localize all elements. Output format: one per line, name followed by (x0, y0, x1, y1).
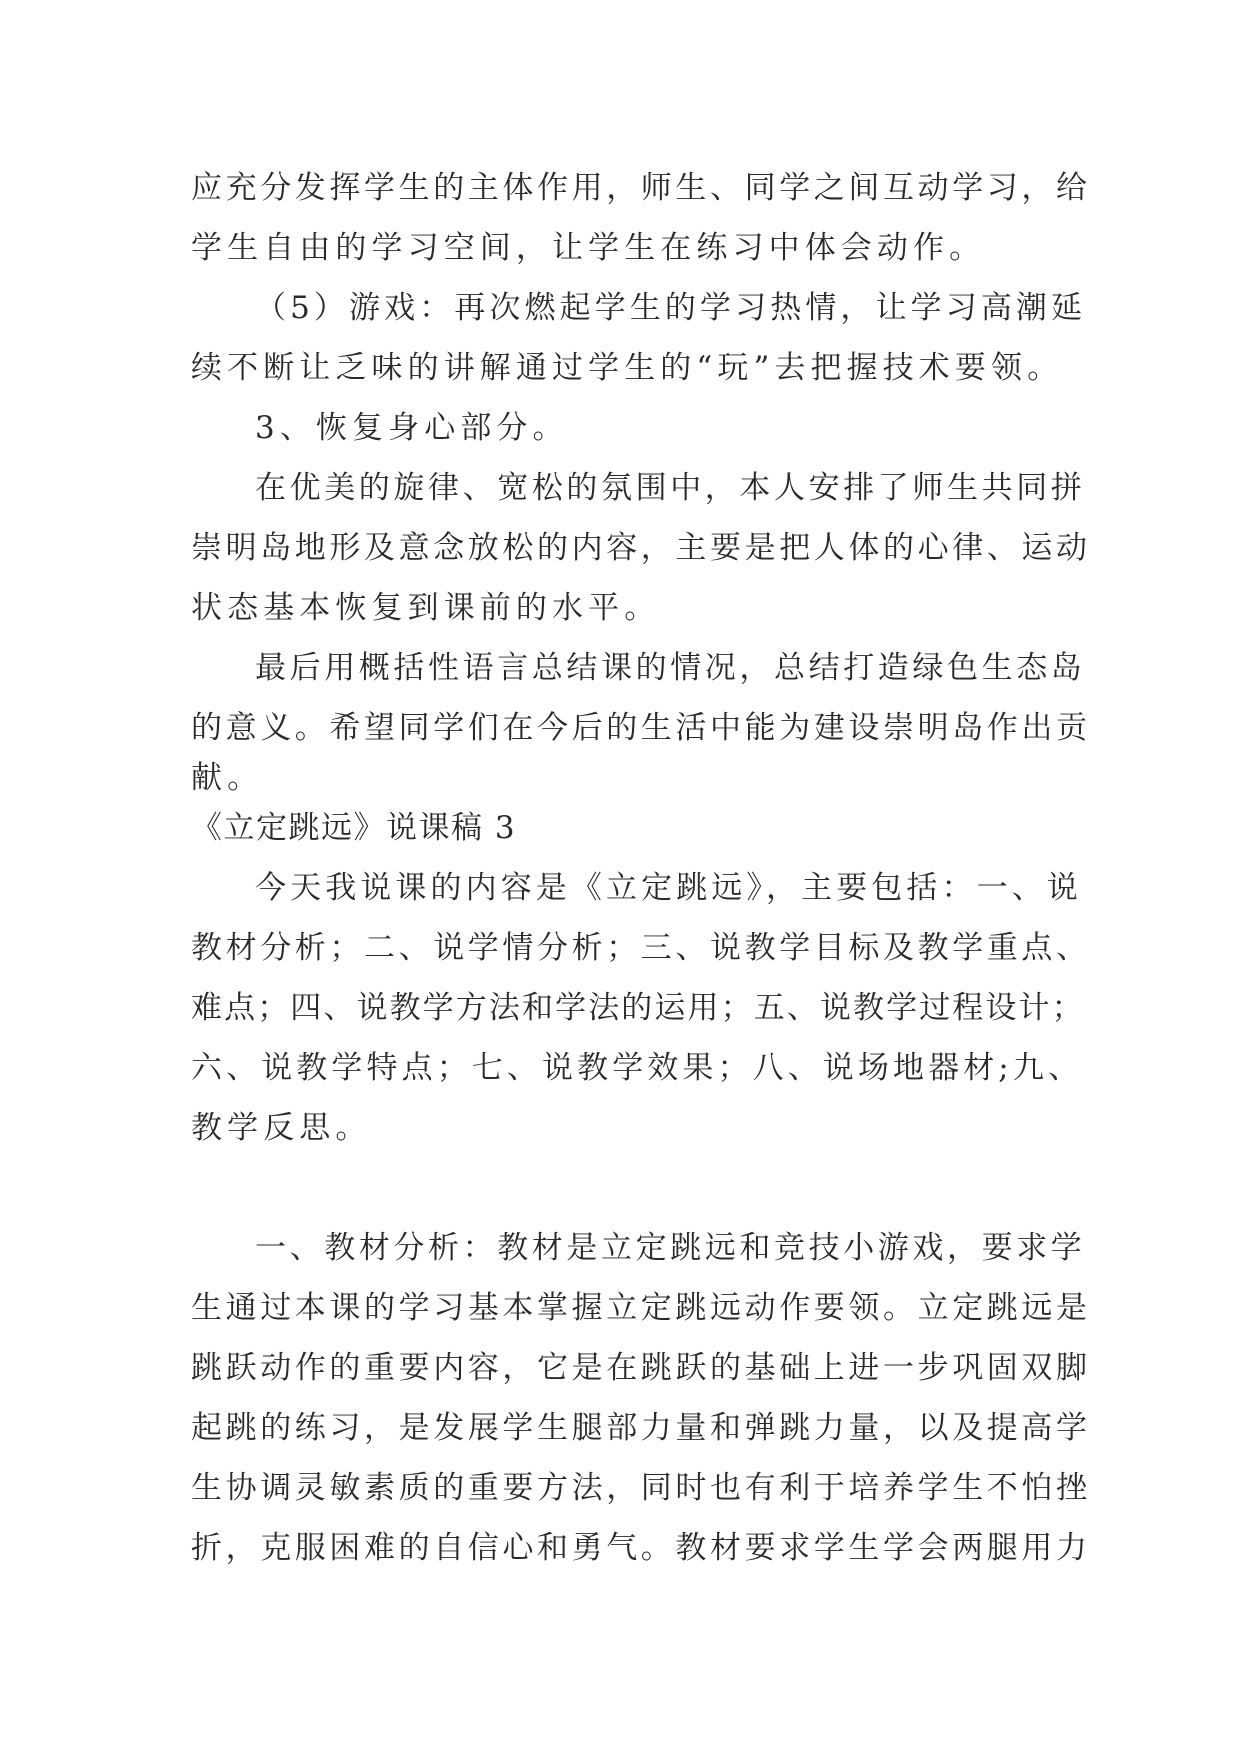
paragraph-line: 教学反思。 (191, 1110, 372, 1146)
paragraph-line: 难点；四、说教学方法和学法的运用；五、说教学过程设计； (191, 990, 1085, 1026)
paragraph-line: 应充分发挥学生的主体作用，师生、同学之间互动学习，给 (191, 170, 1091, 206)
paragraph-line: 起跳的练习，是发展学生腿部力量和弹跳力量，以及提高学 (191, 1410, 1091, 1446)
document-title: 《立定跳远》说课稿 3 (191, 810, 517, 846)
paragraph-line: 教材分析；二、说学情分析；三、说教学目标及教学重点、 (191, 930, 1091, 966)
paragraph-line: 生通过本课的学习基本掌握立定跳远动作要领。立定跳远是 (191, 1290, 1091, 1326)
paragraph-line: 在优美的旋律、宽松的氛围中，本人安排了师生共同拼 (255, 470, 1086, 506)
paragraph-line: 崇明岛地形及意念放松的内容，主要是把人体的心律、运动 (191, 530, 1091, 566)
paragraph-line: 今天我说课的内容是《立定跳远》，主要包括：一、说 (255, 870, 1082, 906)
paragraph-line: 状态基本恢复到课前的水平。 (191, 590, 661, 626)
paragraph-line: 生协调灵敏素质的重要方法，同时也有利于培养学生不怕挫 (191, 1470, 1091, 1506)
paragraph-line: 续不断让乏味的讲解通过学生的“玩”去把握技术要领。 (191, 350, 1064, 386)
paragraph-line: 折，克服困难的自信心和勇气。教材要求学生学会两腿用力 (191, 1530, 1091, 1566)
paragraph-line: 六、说教学特点；七、说教学效果；八、说场地器材;九、 (191, 1050, 1084, 1086)
paragraph-line: （5）游戏：再次燃起学生的学习热情，让学习高潮延 (255, 290, 1087, 326)
paragraph-line: 献。 (191, 760, 264, 796)
paragraph-line: 跳跃动作的重要内容，它是在跳跃的基础上进一步巩固双脚 (191, 1350, 1091, 1386)
section-heading: 3、恢复身心部分。 (255, 410, 569, 446)
paragraph-line: 学生自由的学习空间，让学生在练习中体会动作。 (191, 230, 986, 266)
paragraph-line: 一、教材分析：教材是立定跳远和竞技小游戏，要求学 (255, 1230, 1086, 1266)
paragraph-line: 的意义。希望同学们在今后的生活中能为建设崇明岛作出贡 (191, 710, 1091, 746)
paragraph-line: 最后用概括性语言总结课的情况，总结打造绿色生态岛 (255, 650, 1086, 686)
